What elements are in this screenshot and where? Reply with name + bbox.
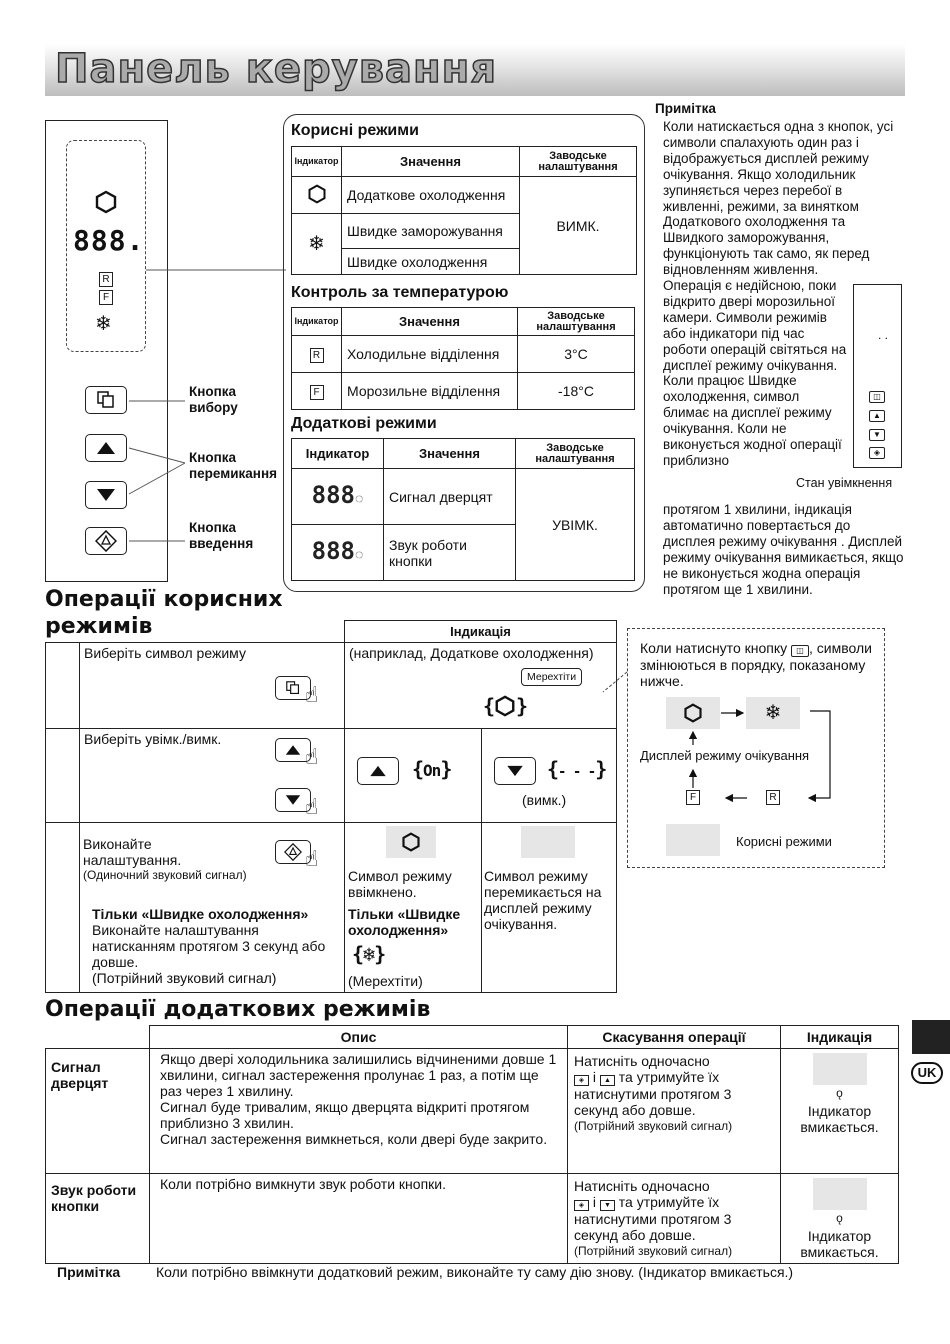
up-arrow-icon	[285, 744, 301, 756]
figure-btn-select: ◫	[869, 391, 885, 403]
blink-label: Мерехтіти	[521, 668, 582, 686]
flow-text-a: Коли натиснуто кнопку	[640, 640, 788, 656]
up-arrow-icon	[369, 765, 387, 777]
callout-enter: Кнопка введення	[189, 520, 254, 551]
th-indicator: Індикатор	[292, 308, 342, 336]
callout-switch: Кнопка перемикання	[189, 450, 277, 481]
door-alarm-cancel	[568, 1049, 781, 1174]
step-2	[46, 729, 80, 823]
hand-pointer-icon: ☝	[305, 744, 319, 769]
note-para3: протягом 1 хвилини, індикація автоматично повертається до дисплея режиму очікування . Дисплей режиму очікування вимикається, якщо не виконується жодна операція протягом ще 1 хвилини.	[663, 502, 904, 597]
mode-symbol-on	[386, 826, 436, 858]
note-para1: Коли натискається одна з кнопок, усі символи спалахують один раз і відображується дисплей режиму очікування. Якщо холодильник зупиняється через перебої в живленні, режими, за винятком Додаткового охолодження та Швидкого заморожування, функціонують так само, як перед відновленням живлення.	[663, 119, 894, 278]
row-quick-freeze: Швидке заморожування	[342, 214, 520, 249]
down-arrow-icon	[285, 794, 301, 806]
enter-icon	[284, 843, 302, 861]
th-meaning: Значення	[384, 439, 516, 469]
blinking-hexagon-icon: { }	[483, 694, 528, 718]
button-sound-name: Звук роботи кнопки	[46, 1174, 150, 1264]
th-default: Заводське налаштування	[516, 439, 635, 469]
button-sound-indicator: 888◌	[292, 525, 384, 581]
footnote-label: Примітка	[57, 1264, 121, 1280]
row3-sub: (Одиночний звуковий сигнал)	[83, 868, 247, 882]
row2-text: Виберіть увімк./вимк.	[84, 731, 222, 747]
row3-ind1-only: Тільки «Швидке охолодження»	[348, 906, 461, 938]
hand-pointer-icon: ☝	[305, 846, 319, 871]
ind-text: Індикатор вмикається.	[800, 1228, 879, 1260]
row3-ind2: Символ режиму перемикається на дисплей режиму очікування.	[484, 868, 602, 932]
row-door-alarm: Сигнал дверцят	[384, 469, 516, 525]
add-ops-title: Операції додаткових режимів	[45, 997, 431, 1022]
fridge-r-icon	[292, 336, 342, 373]
down-arrow-icon	[506, 765, 524, 777]
on-text: On	[423, 761, 441, 780]
off-label: (вимк.)	[522, 792, 567, 808]
side-tab	[912, 1020, 950, 1054]
on-display: {On}	[412, 757, 452, 781]
row-freezer: Морозильне відділення	[342, 373, 518, 410]
hexagon-icon	[307, 184, 327, 204]
figure-btn-up: ▲	[869, 410, 885, 422]
r-letter: R	[769, 792, 777, 803]
r-letter: R	[310, 348, 324, 363]
door-alarm-name: Сигнал дверцят	[46, 1049, 150, 1174]
door-alarm-desc	[150, 1049, 568, 1174]
useful-modes-title: Корисні режими	[291, 122, 419, 139]
extra-table	[291, 438, 635, 581]
r-letter: R	[102, 274, 110, 285]
flow-text	[640, 640, 880, 689]
th-indicator: Індикатор	[292, 439, 384, 469]
mode-symbol-standby	[521, 826, 575, 858]
extra-title: Додаткові режими	[291, 415, 437, 432]
button-sound-cancel	[568, 1174, 781, 1264]
desc1: Якщо двері холодильника залишились відчиненими довше 1 хвилини, сигнал застереження пролунає 1 раз, а потім ще раз через 1 хвилину.	[160, 1051, 557, 1099]
f-letter: F	[310, 385, 324, 400]
cancel2: та утримуйте їх натиснутими протягом 3 секунд або довше.	[574, 1194, 732, 1243]
off-display: {- - -}	[547, 757, 607, 781]
indicator-mark: ǫ	[836, 1086, 843, 1100]
off-text: - - -	[558, 764, 596, 780]
extra-default-value: УВІМК.	[516, 469, 635, 581]
down-button-ind	[494, 757, 536, 785]
blinking-snowflake-icon: {❄}	[352, 942, 386, 966]
th-meaning: Значення	[342, 308, 518, 336]
f-letter: F	[102, 292, 110, 303]
row3-only: Тільки «Швидке охолодження»	[92, 906, 309, 922]
page-title: Панель керування	[55, 46, 497, 92]
footnote: Коли потрібно ввімкнути додатковий режим, виконайте ту саму дію знову. (Індикатор вмикається.)	[156, 1264, 794, 1280]
th-default: Заводське налаштування	[518, 308, 635, 336]
th-cancel: Скасування операції	[568, 1026, 781, 1049]
cancel-sub: (Потрійний звуковий сигнал)	[574, 1119, 733, 1133]
select-icon	[285, 681, 301, 695]
figure-caption: Стан увімкнення	[796, 476, 893, 490]
enter-icon: ◈	[574, 1075, 589, 1086]
hand-pointer-icon: ☝	[305, 682, 319, 707]
blank	[46, 621, 80, 643]
snowflake-icon: ❄	[95, 313, 112, 335]
ind-text: Індикатор вмикається.	[800, 1103, 879, 1135]
flow-useful-label: Корисні режими	[736, 834, 832, 849]
callout-select: Кнопка вибору	[189, 384, 238, 415]
row1-ind: (наприклад, Додаткове охолодження)	[349, 645, 594, 661]
select-icon: ◫	[791, 645, 809, 657]
indicator-mark: ǫ	[836, 1211, 843, 1225]
hand-pointer-icon: ☝	[305, 794, 319, 819]
indication-header: Індикація	[345, 621, 617, 643]
row-extra-cool: Додаткове охолодження	[342, 177, 520, 214]
figure-dots: . .	[878, 328, 889, 342]
enter-icon: ◈	[574, 1200, 589, 1211]
freezer-temp: -18°C	[518, 373, 635, 410]
th-meaning: Значення	[342, 147, 520, 177]
flow-snowflake: ❄	[746, 697, 800, 729]
lang-badge: UK	[911, 1062, 943, 1084]
cancel-and: і	[592, 1194, 597, 1210]
note-para2: Операція є недійсною, поки відкрито двері морозильної камери. Символи режимів або індикатори під час роботи операцій світяться на дисплеї режиму очікування. Коли працює Швидке охолодження, символ блимає на дисплеї режиму очікування. Коли не виконується жодної операції приблизно	[663, 278, 847, 468]
fridge-temp: 3°C	[518, 336, 635, 373]
cancel1: Натисніть одночасно	[574, 1053, 710, 1069]
ind-extra-cool	[292, 177, 342, 214]
desc3: Сигнал застереження вимкнеться, коли двері буде закрито.	[160, 1131, 548, 1147]
note-label: Примітка	[655, 101, 716, 116]
temp-title: Контроль за температурою	[291, 284, 509, 301]
f-letter: F	[689, 792, 697, 803]
row3-ind1-blink: (Мерехтіти)	[348, 973, 423, 989]
row3-text: Виконайте налаштування.	[83, 836, 182, 868]
useful-default-value: ВИМК.	[520, 177, 637, 275]
ind-snowflake: ❄	[292, 214, 342, 275]
freezer-f-icon	[292, 373, 342, 410]
step-1	[46, 643, 80, 729]
flow-useful-box	[666, 824, 720, 856]
row-button-sound: Звук роботи кнопки	[384, 525, 516, 581]
cancel-keys	[574, 1069, 774, 1118]
up-arrow-icon: ▲	[600, 1075, 615, 1086]
down-arrow-icon: ▼	[600, 1200, 615, 1211]
door-alarm-ind	[781, 1049, 899, 1174]
hexagon-icon	[401, 832, 421, 852]
add-ops-table	[45, 1025, 899, 1264]
row1-text: Виберіть символ режиму	[84, 645, 246, 661]
figure-btn-down: ▼	[869, 429, 885, 441]
temp-table	[291, 307, 635, 410]
row3-ind1: Символ режиму ввімкнено.	[348, 868, 452, 900]
cancel-and: і	[592, 1069, 597, 1085]
th-default: Заводське налаштування	[520, 147, 637, 177]
cancel2: та утримуйте їх натиснутими протягом 3 секунд або довше.	[574, 1069, 732, 1118]
cancel-sub: (Потрійний звуковий сигнал)	[574, 1244, 733, 1258]
up-button-ind	[357, 757, 399, 785]
cancel1: Натисніть одночасно	[574, 1178, 710, 1194]
row-quick-cool: Швидке охолодження	[342, 249, 520, 275]
row3-sub2: (Потрійний звуковий сигнал)	[92, 970, 277, 986]
indicator-box	[813, 1178, 867, 1210]
th-indicator: Індикатор	[292, 147, 342, 177]
step-3	[46, 823, 80, 993]
blank	[46, 1026, 150, 1049]
figure-btn-enter: ◈	[869, 447, 885, 459]
door-alarm-indicator: 888◌	[292, 469, 384, 525]
panel-digits: 888.	[73, 224, 145, 257]
button-sound-ind	[781, 1174, 899, 1264]
row3-text2: Виконайте налаштування натисканням протягом 3 секунд або довше.	[92, 922, 326, 970]
ops-title: Операції корисних режимів	[45, 587, 283, 639]
useful-modes-table	[291, 146, 637, 275]
flow-standby-label: Дисплей режиму очікування	[640, 748, 810, 763]
cancel-keys	[574, 1194, 774, 1243]
row-fridge: Холодильне відділення	[342, 336, 518, 373]
flow-text-b: , символи змінюються в порядку, показаному нижче.	[640, 640, 872, 689]
button-sound-desc: Коли потрібно вимкнути звук роботи кнопки.	[150, 1174, 568, 1264]
blank	[80, 621, 345, 643]
th-ind: Індикація	[781, 1026, 899, 1049]
flow-arrows	[620, 690, 850, 820]
th-desc: Опис	[150, 1026, 568, 1049]
indicator-box	[813, 1053, 867, 1085]
desc2: Сигнал буде тривалим, якщо дверцята відкриті протягом приблизно 3 хвилин.	[160, 1099, 530, 1131]
